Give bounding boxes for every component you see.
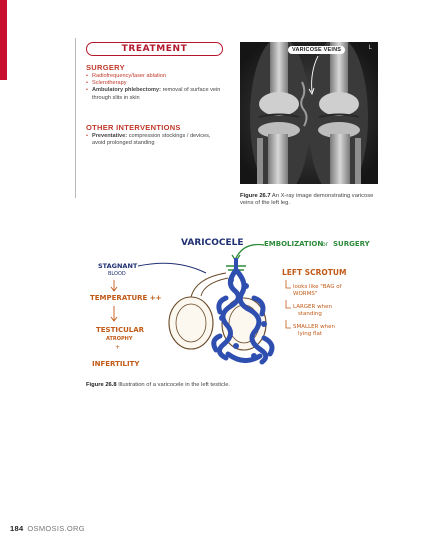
side-marker: L [368,45,372,51]
blood-label: BLOOD [108,271,126,277]
xray-image [240,42,378,184]
note-larger-2: standing [298,311,322,317]
note-larger-1: LARGER when [293,304,332,310]
xray-knees-graphic [240,42,378,184]
varicocele-illustration [86,228,386,378]
atrophy-label: ATROPHY [106,336,133,342]
list-item [86,87,226,101]
term: Ambulatory phlebectomy: [92,87,161,94]
embolization-label: EMBOLIZATION [264,240,324,248]
note-smaller-2: lying flat [298,331,323,337]
figure-label: Figure 26.7 [240,193,271,199]
list-item [86,133,221,147]
temperature-label: TEMPERATURE ++ [90,294,162,302]
surgery-label: SURGERY [333,240,370,248]
treatment-heading [86,42,223,56]
note-bag-of-worms-1: looks like "BAG of [293,284,342,290]
surgery-heading: SURGERY [86,63,125,72]
stagnant-pointer [138,263,206,273]
xray-label: VARICOSE VEINS [288,46,345,54]
list-item: • Radiofrequency/laser ablation [86,73,226,80]
note-connector [286,280,291,288]
note-connector [286,320,291,328]
other-list [86,133,221,147]
treatment-heading-text: TREATMENT [121,44,188,54]
surgery-list [86,73,226,102]
spermatic-cord [201,278,228,296]
varicocele-title: VARICOCELE [181,238,244,248]
flow-arrow [111,306,117,321]
site-name: OSMOSIS.ORG [27,524,85,533]
figure-text: An X-ray image demonstrating varicose veins of the left leg. [240,193,374,207]
term-desc: compression stockings / devices, avoid prolonged standing [92,133,211,147]
page-number: 184 [10,524,24,533]
figure-caption-26-8 [86,382,336,389]
other-interventions-heading: OTHER INTERVENTIONS [86,123,181,132]
page-footer [10,524,85,533]
column-divider [75,38,76,198]
figure-text: Illustration of a varicocele in the left testicle. [118,382,231,388]
note-bag-of-worms-2: WORMS" [293,291,318,297]
figure-caption-26-7 [240,193,380,208]
plus-label: + [115,344,121,351]
infertility-label: INFERTILITY [92,360,140,368]
term: Preventative: [92,133,128,139]
term-desc: removal of surface vein through slits in skin [92,87,221,101]
testicular-label: TESTICULAR [96,326,145,334]
note-smaller-1: SMALLER when [293,324,336,330]
stagnant-label: STAGNANT [98,262,138,270]
flow-arrow [111,280,117,291]
left-scrotum-label: LEFT SCROTUM [282,268,347,277]
or-label: or [322,241,329,248]
chapter-tab [0,0,7,80]
note-connector [286,300,291,308]
list-item: • Sclerotherapy [86,80,226,87]
figure-label: Figure 26.8 [86,382,117,388]
